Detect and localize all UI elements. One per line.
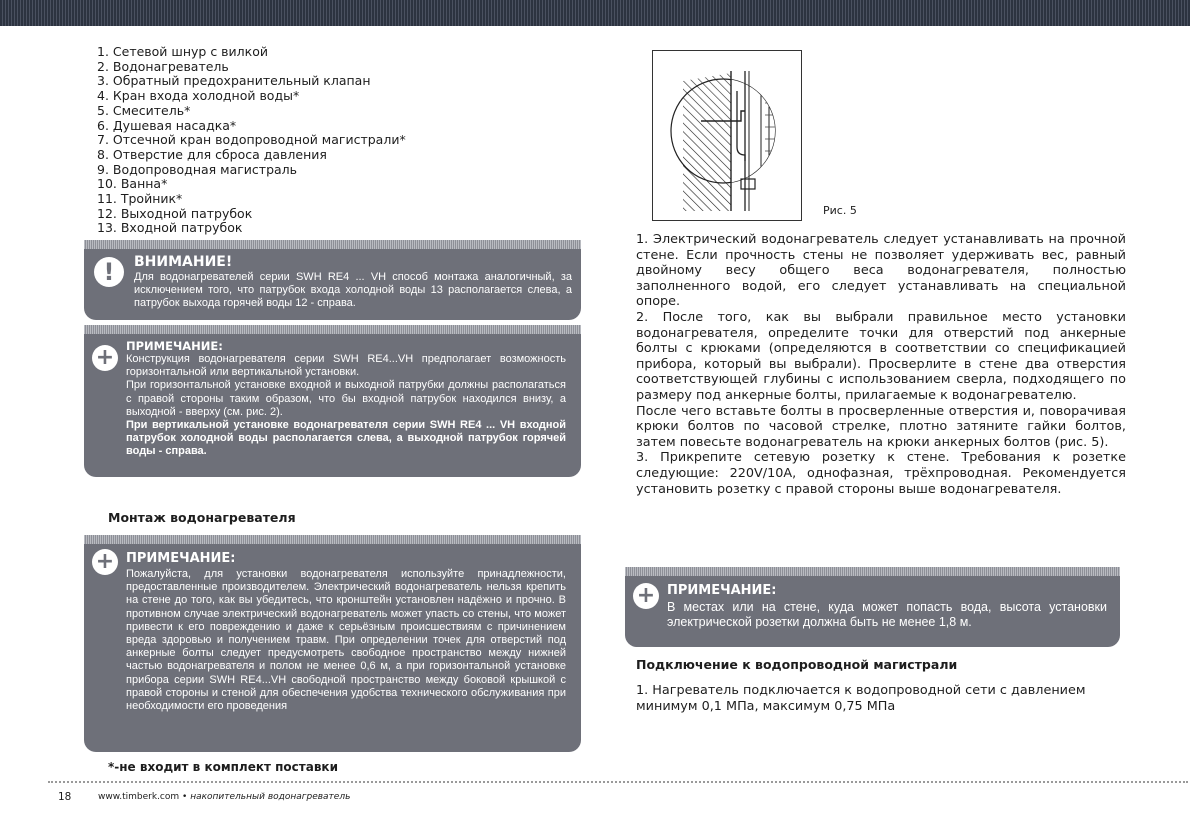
list-item: 1. Сетевой шнур с вилкой	[97, 44, 268, 59]
step-paragraph: 2. После того, как вы выбрали правильное место установки водонагревателя, определите точки для отверстий под анкерные болты с крюками (определяются в соответствии со спецификацией прибора, который вы выбрали). Просверлите в стене два отверстия соответствующей глубины с использованием сверла, подходящего по размеру под анкерные болты, прилагаемые к водонагревателю.	[636, 309, 1126, 403]
section-heading-montage: Монтаж водонагревателя	[108, 510, 296, 525]
list-item: 13. Входной патрубок	[97, 220, 243, 236]
note-body: В местах или на стене, куда может попасть вода, высота установки электрической розетки должна быть не менее 1,8 м.	[667, 600, 1107, 629]
installation-steps	[636, 232, 1126, 497]
list-item: 9. Водопроводная магистраль	[97, 161, 298, 177]
list-item: 4. Кран входа холодной воды*	[97, 88, 300, 104]
note-stripe	[84, 325, 581, 334]
figure-5	[652, 50, 802, 221]
step-paragraph: 3. Прикрепите сетевую розетку к стене. Требования к розетке следующие: 220V/10A, однофазная, трёхпроводная. Рекомендуется установить розетку с правой стороны выше водонагревателя.	[636, 450, 1126, 497]
site-url: www.timberk.com	[98, 792, 180, 802]
connection-text: 1. Нагреватель подключается к водопроводной сети с давлением минимум 0,1 МПа, максимум 0,75 МПа	[636, 683, 1086, 714]
footnote: *-не входит в комплект поставки	[108, 760, 338, 774]
note-box-socket-height	[625, 567, 1120, 647]
warning-box	[84, 240, 581, 320]
note-body	[126, 353, 566, 459]
list-item: 8. Отверстие для сброса давления	[97, 146, 327, 162]
wall-bracket-illustration	[653, 51, 801, 220]
top-decorative-bar	[0, 0, 1190, 26]
note-paragraph-bold: При вертикальной установке водонагревателя серии SWH RE4 ... VH входной патрубок холодной воды располагается слева, а выходной патрубок горячей воды - справа.	[126, 419, 566, 458]
footer-tagline: накопительный водонагреватель	[190, 792, 351, 802]
list-item: 2. Водонагреватель	[97, 58, 229, 74]
note-stripe	[84, 535, 581, 544]
note-title: ПРИМЕЧАНИЕ:	[126, 551, 236, 566]
note-paragraph: Конструкция водонагревателя серии SWH RE4...VH предполагает возможность горизонтальной или вертикальной установки.	[126, 353, 566, 379]
footer-site	[98, 792, 350, 802]
plus-icon: +	[92, 345, 118, 371]
note-paragraph: При горизонтальной установке входной и выходной патрубки должны располагаться с правой стороны таким образом, что бы входной патрубок находился внизу, а выходной - вверху (см. рис. 2).	[126, 379, 566, 418]
footer-separator: •	[179, 792, 191, 802]
step-paragraph: После чего вставьте болты в просверленные отверстия и, поворачивая крюки болтов по часовой стрелке, плотно затяните гайки болтов, затем повесьте водонагреватель на крюки анкерных болтов (рис. 5).	[636, 403, 1126, 450]
parts-list	[97, 45, 577, 236]
note-title: ПРИМЕЧАНИЕ:	[667, 583, 777, 598]
warning-title: ВНИМАНИЕ!	[134, 254, 233, 270]
note-box-installation	[84, 325, 581, 477]
list-item: 6. Душевая насадка*	[97, 117, 237, 133]
warning-body: Для водонагревателей серии SWH RE4 ... VH способ монтажа аналогичный, за исключением того, что патрубок входа холодной воды 13 располагается слева, а патрубок выхода горячей воды 12 - справа.	[134, 271, 572, 310]
footer-divider	[48, 781, 1188, 783]
list-item: 11. Тройник*	[97, 191, 183, 207]
page-number: 18	[58, 791, 72, 803]
list-item: 3. Обратный предохранительный клапан	[97, 73, 371, 89]
plus-icon: +	[633, 583, 659, 609]
list-item: 7. Отсечной кран водопроводной магистрали*	[97, 132, 406, 148]
note-stripe	[625, 567, 1120, 576]
list-item: 12. Выходной патрубок	[97, 205, 253, 221]
exclamation-icon: !	[94, 257, 124, 287]
figure-caption: Рис. 5	[823, 204, 857, 217]
note-body: Пожалуйста, для установки водонагревателя используйте принадлежности, предоставленные производителем. Электрический водонагреватель нельзя крепить на стене до того, как вы убедитесь, что кронштейн установлен надёжно и прочно. В противном случае электрический водонагреватель может упасть со стены, что может привести к его повреждению и даже к серьёзным происшествиям с причинением вреда здоровью и получением травм. При определении точек для отверстий под анкерные болты следует предусмотреть свободное пространство между нижней частью водонагревателя и полом не менее 0,6 м, а при горизонтальной установке прибора серии SWH RE4...VH свободной пространство между боковой крышкой с правой стороны и стеной для обеспечения удобства технического обслуживания при необходимости его проведения	[126, 568, 566, 713]
section-heading-connection: Подключение к водопроводной магистрали	[636, 657, 958, 672]
note-box-accessories	[84, 535, 581, 752]
step-paragraph: 1. Электрический водонагреватель следует устанавливать на прочной стене. Если прочность стены не позволяет удерживать вес, равный двойному весу общего веса водонагревателя, полностью заполненного водой, его следует устанавливать на специальной опоре.	[636, 232, 1126, 310]
list-item: 5. Смеситель*	[97, 102, 191, 118]
note-title: ПРИМЕЧАНИЕ:	[126, 339, 223, 353]
note-stripe	[84, 240, 581, 249]
plus-icon: +	[92, 549, 118, 575]
list-item: 10. Ванна*	[97, 176, 168, 192]
